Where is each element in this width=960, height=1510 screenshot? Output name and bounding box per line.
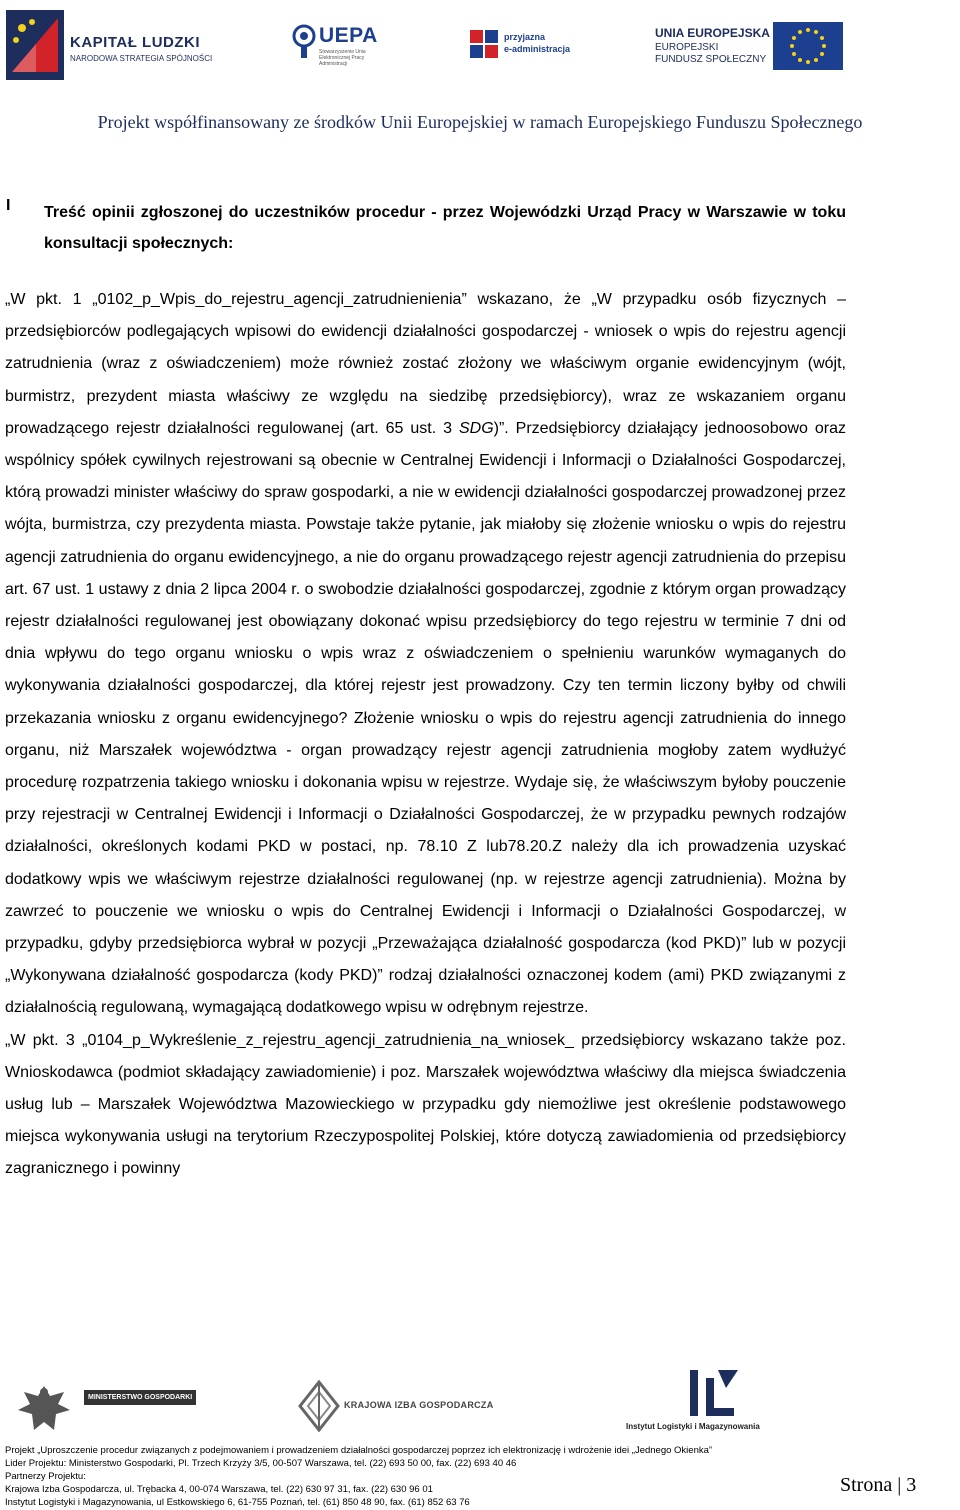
kapital-ludzki-name: KAPITAŁ LUDZKI	[70, 34, 201, 51]
paragraph-2: „W pkt. 3 „0104_p_Wykreślenie_z_rejestru_agencji_zatrudnienia_na_wniosek_ przedsiębiorcy wskazano także poz. Wnioskodawca (podmiot składający zawiadomienie) i poz. Marszałek województwa właściwy dla miejsca świadczenia usług lub – Marszałek Województwa Mazowieckiego w przypadku gdy niemożliwe jest określenie podstawowego miejsca wykonywania usługi na terytorium Rzeczypospolitej Polskiej, które dotyczą zawiadomienia od przedsiębiorcy zagranicznego i powinny	[5, 1031, 846, 1178]
puzzle-icon	[468, 26, 500, 66]
document-body	[5, 284, 846, 1186]
ministerstwo-gospodarki-logo	[14, 1382, 193, 1432]
paragraph-1-part-a: „W pkt. 1 „0102_p_Wpis_do_rejestru_agencji_zatrudnienienia” wskazano, że „W przypadku osób fizycznych – przedsiębiorców podlegających wpisowi do ewidencji działalności gospodarczej - wniosek o wpis do rejestru agencji zatrudnienia (wraz z oświadczeniem) może również zostać złożony we właściwym organie ewidencyjnym (wójt, burmistrz, prezydent miasta właściwy ze względu na siedzibę przedsiębiorcy), wraz ze wskazaniem organu prowadzącego rejestr działalności regulowanej (art. 65 ust. 3	[5, 291, 846, 437]
cofinancing-note: Projekt współfinansowany ze środków Unii Europejskiej w ramach Europejskiego Funduszu Społecznego	[97, 112, 863, 132]
ilim-emblem-icon	[682, 1368, 742, 1418]
przyjazna-e-administracja-logo	[468, 26, 578, 71]
paragraph-1-part-b: )”. Przedsiębiorcy działający jednoosobowo oraz wspólnicy spółek cywilnych rejestrowani są obecnie w Centralnej Ewidencji i Informacji o Działalności Gospodarczej, którą prowadzi minister właściwy do spraw gospodarki, a nie w ewidencji działalności gospodarczej prowadzonej przez wójta, burmistrza, czy prezydenta miasta. Powstaje także pytanie, jak miałoby się złożenie wniosku o wpis do rejestru agencji zatrudnienia do organu ewidencyjnego, a nie do organu prowadzącego rejestr agencji zatrudnienia do przepisu art. 67 ust. 1 ustawy z dnia 2 lipca 2004 r. o swobodzie działalności gospodarczej, zgodnie z którym organ prowadzący rejestr działalności regulowanej jest obowiązany dokonać wpisu przedsiębiorcy do tego rejestru w terminie 7 dni od dnia wpływu do tego organu wniosku o wpis wraz z oświadczeniem o spełnieniu warunków wymaganych do wykonywania działalności gospodarczej, dla której rejestr jest prowadzony. Czy ten termin liczony byłby od chwili przekazania wniosku z organu ewidencyjnego? Złożenie wniosku o wpis do rejestru agencji zatrudnienia do innego organu, niż Marszałek województwa - organ prowadzący rejestr agencji zatrudnienia mogłoby zatem wydłużyć procedurę rozpatrzenia takiego wniosku i dokonania wpisu w rejestrze. Wydaje się, że właściwszym byłoby pouczenie przy rejestracji w Centralnej Ewidencji i Informacji o Działalności Gospodarczej, że w przypadku pewnych rodzajów działalności, określonych kodami PKD w postaci, np. 78.10 Z lub78.20.Z należy dla ich prowadzenia uzyskać dodatkowy wpis we właściwym rejestrze działalności regulowanej (np. w rejestrze agencji zatrudnienia). Można by zawrzeć to pouczenie we wniosku o wpis do Centralnej Ewidencji i Informacji o Działalności Gospodarczej, w przypadku, gdyby przedsiębiorca wybrał w pozycji „Przeważająca działalność gospodarcza (kod PKD)” lub w pozycji „Wykonywana działalność gospodarcza (kody PKD)” rodzaj działalności oznaczonej kodem (ami) PKD związanymi z działalnością regulowaną, wymagającą dodatkowego wpisu w odrębnym rejestrze.	[5, 419, 847, 1017]
uepa-name: UEPA	[319, 24, 378, 47]
ue-line1: UNIA EUROPEJSKA	[655, 26, 770, 40]
footer-line-ilim: Instytut Logistyki i Magazynowania, ul Estkowskiego 6, 61-755 Poznań, tel. (61) 850 48 90, fax. (61) 852 63 76	[5, 1497, 470, 1508]
paragraph-1-italic: SDG	[458, 419, 494, 437]
paragraph-1	[5, 284, 846, 1025]
kapital-ludzki-emblem-icon	[6, 10, 64, 80]
footer-line-project: Projekt „Uproszczenie procedur związanych z podejmowaniem i prowadzeniem działalności gospodarczej poprzez ich elektronizację i wdrożenie idei „Jednego Okienka”	[5, 1445, 713, 1456]
footer-line-partners-label: Partnerzy Projektu:	[5, 1471, 86, 1482]
kig-name: KRAJOWA IZBA GOSPODARCZA	[344, 1400, 494, 1410]
section-number: I	[6, 197, 11, 214]
uepa-logo	[292, 22, 382, 77]
ue-line2: EUROPEJSKI	[655, 42, 719, 53]
ministerstwo-name: MINISTERSTWO GOSPODARKI	[84, 1390, 196, 1405]
unia-europejska-logo	[645, 18, 845, 88]
przyjazna-line1: przyjazna	[504, 32, 546, 42]
footer-logos	[0, 1360, 960, 1440]
kapital-ludzki-subtitle: NARODOWA STRATEGIA SPÓJNOŚCI	[70, 54, 213, 63]
footer-line-kig: Krajowa Izba Gospodarcza, ul. Trębacka 4, 00-074 Warszawa, tel. (22) 630 97 31, fax. (22) 630 96 01	[5, 1484, 433, 1495]
eagle-emblem-icon	[14, 1382, 74, 1438]
kig-emblem-icon	[298, 1380, 340, 1432]
ilim-name: Instytut Logistyki i Magazynowania	[626, 1422, 760, 1431]
ue-line3: FUNDUSZ SPOŁECZNY	[655, 54, 767, 65]
footer-info	[5, 1444, 835, 1509]
uepa-subtitle: Stowarzyszenie Unia Elektronicznej Pracy Administracji	[319, 49, 366, 67]
uepa-emblem-icon	[292, 24, 316, 60]
footer-line-leader: Lider Projektu: Ministerstwo Gospodarki, Pl. Trzech Krzyży 3/5, 00-507 Warszawa, tel. (22) 693 50 00, fax. (22) 693 40 46	[5, 1458, 517, 1469]
przyjazna-line2: e-administracja	[504, 44, 571, 54]
ilim-logo	[626, 1368, 816, 1432]
header-logos	[0, 0, 960, 95]
section-title: Treść opinii zgłoszonej do uczestników procedur - przez Wojewódzki Urząd Pracy w Warszawie w toku konsultacji społecznych:	[44, 204, 846, 252]
eu-flag-icon	[773, 22, 843, 70]
page-number: Strona | 3	[840, 1474, 917, 1496]
krajowa-izba-gospodarcza-logo	[298, 1378, 494, 1438]
kapital-ludzki-logo	[6, 10, 211, 80]
